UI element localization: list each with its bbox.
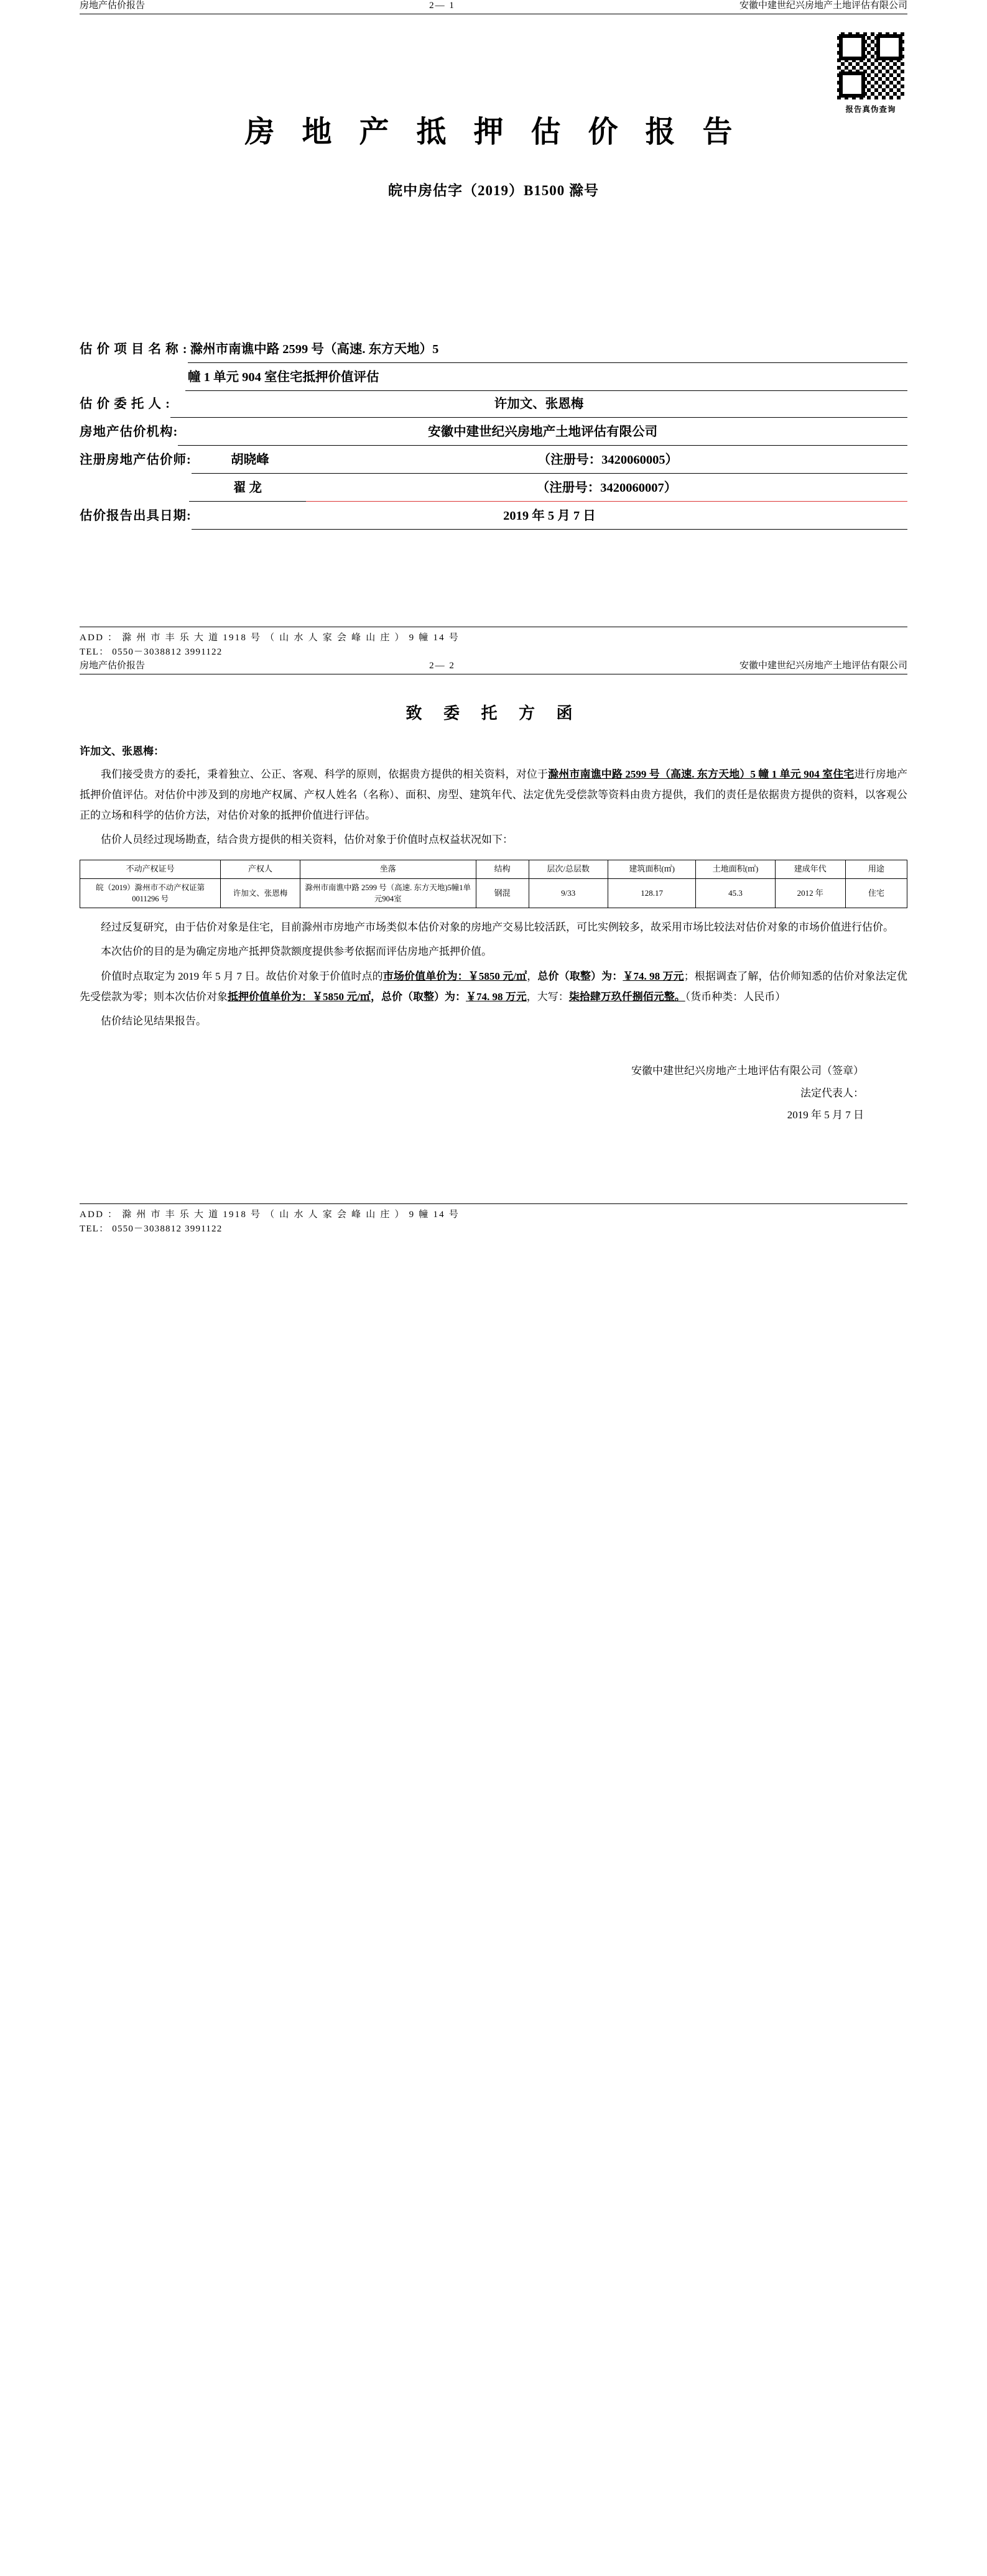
field-agency <box>80 419 907 446</box>
report-number: 皖中房估字（2019）B1500 滁号 <box>387 183 600 198</box>
field-appraiser-1-name: 胡晓峰 <box>192 447 308 474</box>
td-usage: 住宅 <box>845 879 907 908</box>
letter-p5-g: （货币种类：人民币） <box>685 990 786 1003</box>
td-building-area: 128.17 <box>608 879 695 908</box>
property-table <box>80 860 907 908</box>
letter-p5-mortgage-unit-price: 抵押价值单价为：￥5850 元/㎡ <box>228 990 371 1003</box>
letter-page <box>0 660 987 1237</box>
th-floor: 层次/总层数 <box>529 860 608 879</box>
signature-legal-rep: 法定代表人： <box>800 1087 864 1099</box>
field-project-name-value2: 幢 1 单元 904 室住宅抵押价值评估 <box>185 364 907 391</box>
letter-p5-c: 总价（取整）为： <box>537 970 623 982</box>
letter-p5-mortgage-total: ￥74. 98 万元 <box>465 990 527 1003</box>
letter-paragraph-6: 估价结论见结果报告。 <box>101 1014 206 1027</box>
field-agency-label: 房地产估价机构: <box>80 425 178 439</box>
footer-tel: TEL： 0550－3038812 3991122 <box>80 1224 223 1235</box>
table-header-row <box>80 860 907 879</box>
running-header-page2 <box>80 660 907 674</box>
th-building-area: 建筑面积(㎡) <box>608 860 695 879</box>
field-agency-value: 安徽中建世纪兴房地产土地评估有限公司 <box>178 419 907 446</box>
running-header-right: 安徽中建世纪兴房地产土地评估有限公司 <box>739 1 907 11</box>
field-appraiser-2 <box>80 475 907 502</box>
table-row <box>80 879 907 908</box>
letter-p5-b: ， <box>527 970 538 982</box>
td-location: 滁州市南谯中路 2599 号（高速. 东方天地)5幢1单元904室 <box>300 879 476 908</box>
field-appraiser-1-regno: （注册号：3420060005） <box>308 447 907 474</box>
qr-caption: 报告真伪查询 <box>845 105 896 114</box>
field-client <box>80 391 907 418</box>
th-land-area: 土地面积(㎡) <box>696 860 775 879</box>
letter-title: 致 委 托 方 函 <box>405 704 582 722</box>
signature-date: 2019 年 5 月 7 日 <box>787 1109 864 1121</box>
letter-p5-market-unit-price: 市场价值单价为：￥5850 元/㎡ <box>382 970 527 982</box>
th-build-year: 建成年代 <box>775 860 845 879</box>
running-header-left: 房地产估价报告 <box>80 660 146 671</box>
letter-paragraph-4: 本次估价的目的是为确定房地产抵押贷款额度提供参考依据而评估房地产抵押价值。 <box>101 945 492 958</box>
field-project-name <box>80 336 907 363</box>
field-project-name-value2-row <box>80 364 907 391</box>
th-owner: 产权人 <box>221 860 300 879</box>
letter-paragraph-2: 估价人员经过现场勘查，结合贵方提供的相关资料，估价对象于价值时点权益状况如下： <box>101 834 513 846</box>
field-appraiser-2-regno: （注册号：3420060007） <box>306 475 907 502</box>
letter-p5-d: ；根据调查了解，估价师知悉的估价对象法定优先受偿款为零；则本次估价对象 <box>80 970 908 1003</box>
field-client-value: 许加文、张恩梅 <box>170 391 907 418</box>
field-issue-date <box>80 503 907 530</box>
letter-p1-b: 进行房地产抵押价值评估。对估价中涉及到的房地产权属、产权人姓名（名称）、面积、房型、建筑年代、法定优先受偿款等资料由贵方提供，我们的责任是依据贵方提供的资料，以客观公正的立场和科学的估价方法，对估价对象的抵押价值进行评估。 <box>80 768 908 821</box>
th-location: 坐落 <box>300 860 476 879</box>
page-title: 房 地 产 抵 押 估 价 报 告 <box>244 116 743 149</box>
letter-paragraph-5 <box>80 966 907 1007</box>
td-land-area: 45.3 <box>696 879 775 908</box>
letter-paragraph-1 <box>80 764 907 826</box>
footer-page1 <box>80 627 907 660</box>
signature-block <box>80 1060 907 1126</box>
signature-company: 安徽中建世纪兴房地产土地评估有限公司（签章） <box>631 1064 864 1077</box>
td-build-year: 2012 年 <box>775 879 845 908</box>
running-header-page-number: 2— 1 <box>429 1 455 11</box>
letter-p5-amount-in-words: 柒拾肆万玖仟捌佰元整。 <box>568 990 685 1003</box>
footer-address: ADD ： 滁 州 市 丰 乐 大 道 1918 号 （ 山 水 人 家 会 峰 山 庄 ） 9 幢 14 号 <box>80 633 460 643</box>
cover-page <box>0 0 987 660</box>
field-appraiser-2-name: 翟 龙 <box>189 475 306 502</box>
field-issue-date-label: 估价报告出具日期: <box>80 509 192 523</box>
th-certificate-no: 不动产权证号 <box>80 860 221 879</box>
running-header-right: 安徽中建世纪兴房地产土地评估有限公司 <box>739 660 907 671</box>
field-appraiser-label: 注册房地产估价师: <box>80 453 192 467</box>
letter-p1-a: 我们接受贵方的委托，秉着独立、公正、客观、科学的原则，依据贵方提供的相关资料，对位于 <box>101 768 549 780</box>
letter-p5-a: 价值时点取定为 2019 年 5 月 7 日。故估价对象于价值时点的 <box>101 970 383 982</box>
field-issue-date-value: 2019 年 5 月 7 日 <box>192 503 907 530</box>
running-header-page1 <box>80 0 907 14</box>
field-project-name-label: 估 价 项 目 名 称 : <box>80 343 188 356</box>
letter-salutation: 许加文、张恩梅： <box>80 745 164 757</box>
td-floor: 9/33 <box>529 879 608 908</box>
running-header-page-number: 2— 2 <box>429 660 455 671</box>
letter-p1-subject: 滁州市南谯中路 2599 号（高速. 东方天地）5 幢 1 单元 904 室住宅 <box>548 768 855 780</box>
td-certificate-no: 皖（2019）滁州市不动产权证第 0011296 号 <box>80 879 221 908</box>
field-client-label: 估 价 委 托 人 : <box>80 397 170 412</box>
footer-page2 <box>80 1203 907 1237</box>
td-owner: 许加文、张恩梅 <box>221 879 300 908</box>
letter-p5-f: ，大写： <box>526 990 569 1003</box>
td-structure: 钢混 <box>476 879 529 908</box>
qr-code-icon[interactable] <box>837 32 904 99</box>
qr-block <box>834 32 907 114</box>
field-project-name-value: 滁州市南谯中路 2599 号（高速. 东方天地）5 <box>188 336 907 363</box>
letter-paragraph-3: 经过反复研究，由于估价对象是住宅，目前滁州市房地产市场类似本估价对象的房地产交易比较活跃，可比实例较多，故采用市场比较法对估价对象的市场价值进行估价。 <box>101 921 894 934</box>
letter-p5-e: ，总价（取整）为： <box>370 990 466 1003</box>
footer-address: ADD ： 滁 州 市 丰 乐 大 道 1918 号 （ 山 水 人 家 会 峰 山 庄 ） 9 幢 14 号 <box>80 1210 460 1220</box>
cover-fields <box>80 336 907 530</box>
letter-p5-market-total: ￥74. 98 万元 <box>623 970 684 982</box>
th-structure: 结构 <box>476 860 529 879</box>
field-appraiser-1 <box>80 447 907 474</box>
footer-tel: TEL： 0550－3038812 3991122 <box>80 647 223 658</box>
running-header-left: 房地产估价报告 <box>80 1 146 11</box>
th-usage: 用途 <box>845 860 907 879</box>
